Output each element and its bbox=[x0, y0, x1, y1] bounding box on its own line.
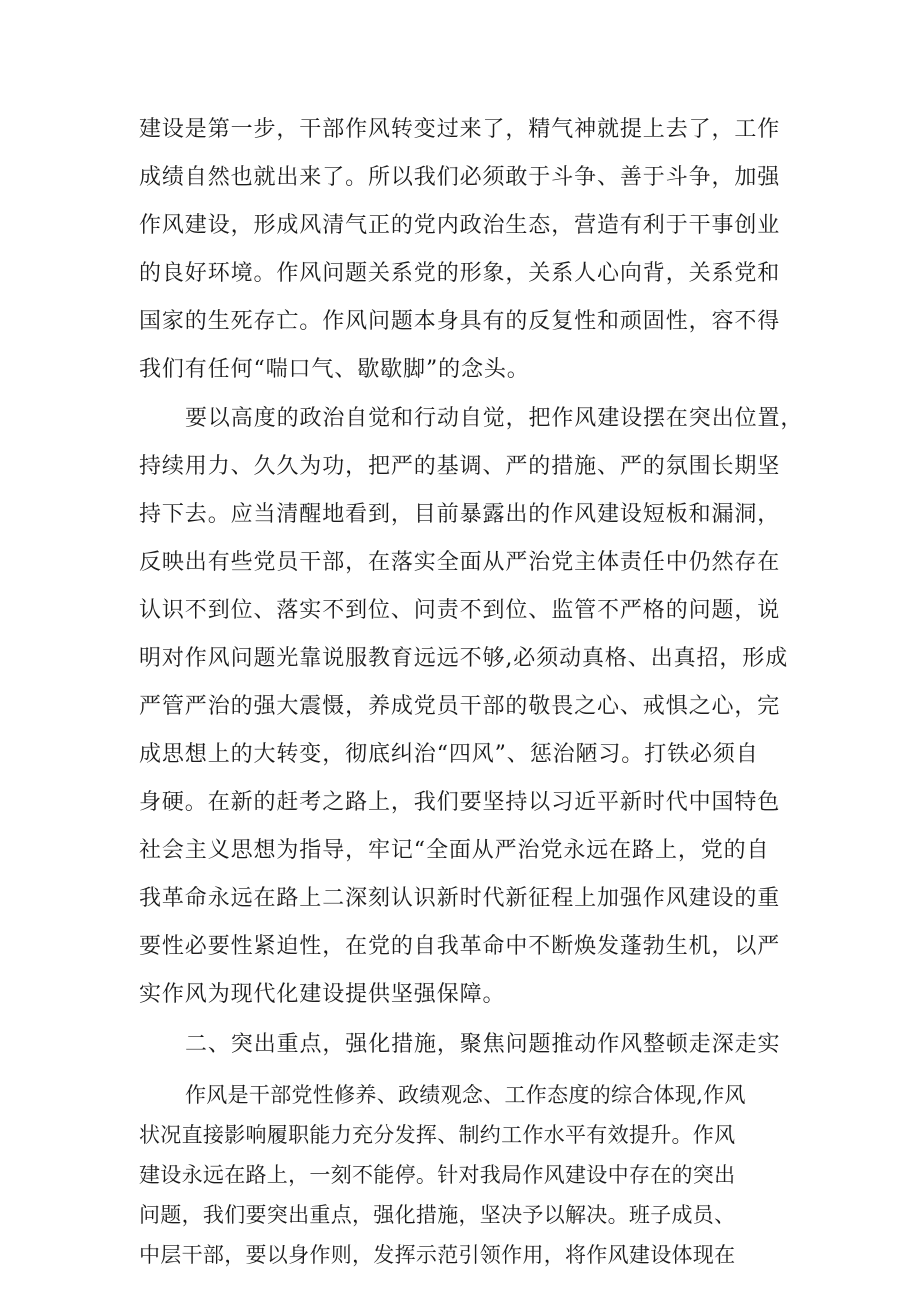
text-line: 持续用力、久久为功，把严的基调、严的措施、严的氛围长期坚 bbox=[139, 454, 781, 479]
text-line: 实作风为现代化建设提供坚强保障。 bbox=[139, 982, 506, 1007]
text-line: 的良好环境。作风问题关系党的形象，关系人心向背，关系党和 bbox=[139, 261, 781, 286]
text-line: 问题，我们要突出重点，强化措施，坚决予以解决。班子成员、 bbox=[139, 1203, 736, 1227]
text-line: 我革命永远在路上二深刻认识新时代新征程上加强作风建设的重 bbox=[139, 886, 781, 911]
text-line: 建设永远在路上，一刻不能停。针对我局作风建设中存在的突出 bbox=[139, 1163, 736, 1187]
text-line: 认识不到位、落实不到位、问责不到位、监管不严格的问题，说 bbox=[139, 598, 781, 623]
text-line: 作风建设，形成风清气正的党内政治生态，营造有利于干事创业 bbox=[139, 213, 781, 238]
text-line: 严管严治的强大震慑，养成党员干部的敬畏之心、戒惧之心，完 bbox=[139, 694, 781, 719]
text-line: 明对作风问题光靠说服教育远远不够,必须动真格、出真招，形成 bbox=[139, 646, 789, 671]
text-line: 成思想上的大转变，彻底纠治“四风”、惩治陋习。打铁必须自 bbox=[139, 742, 759, 767]
text-line: 建设是第一步，干部作风转变过来了，精气神就提上去了，工作 bbox=[139, 117, 781, 142]
text-line: 社会主义思想为指导，牢记“全面从严治党永远在路上，党的自 bbox=[139, 838, 770, 863]
text-line: 作风是干部党性修养、政绩观念、工作态度的综合体现,作风 bbox=[185, 1083, 746, 1107]
text-line: 反映出有些党员干部，在落实全面从严治党主体责任中仍然存在 bbox=[139, 550, 781, 575]
text-line: 状况直接影响履职能力充分发挥、制约工作水平有效提升。作风 bbox=[139, 1123, 736, 1147]
text-line: 要性必要性紧迫性，在党的自我革命中不断焕发蓬勃生机，以严 bbox=[139, 934, 781, 959]
section-heading: 二、突出重点，强化措施，聚焦问题推动作风整顿走深走实 bbox=[185, 1032, 781, 1057]
text-line: 我们有任何“喘口气、歇歇脚”的念头。 bbox=[139, 357, 530, 382]
text-line: 国家的生死存亡。作风问题本身具有的反复性和顽固性，容不得 bbox=[139, 309, 781, 334]
text-line: 身硬。在新的赶考之路上，我们要坚持以习近平新时代中国特色 bbox=[139, 790, 781, 815]
text-line: 持下去。应当清醒地看到，目前暴露出的作风建设短板和漏洞， bbox=[139, 502, 781, 527]
text-line: 要以高度的政治自觉和行动自觉，把作风建设摆在突出位置， bbox=[185, 406, 804, 431]
text-line: 中层干部，要以身作则，发挥示范引领作用，将作风建设体现在 bbox=[139, 1243, 736, 1267]
text-line: 成绩自然也就出来了。所以我们必须敢于斗争、善于斗争，加强 bbox=[139, 165, 781, 190]
